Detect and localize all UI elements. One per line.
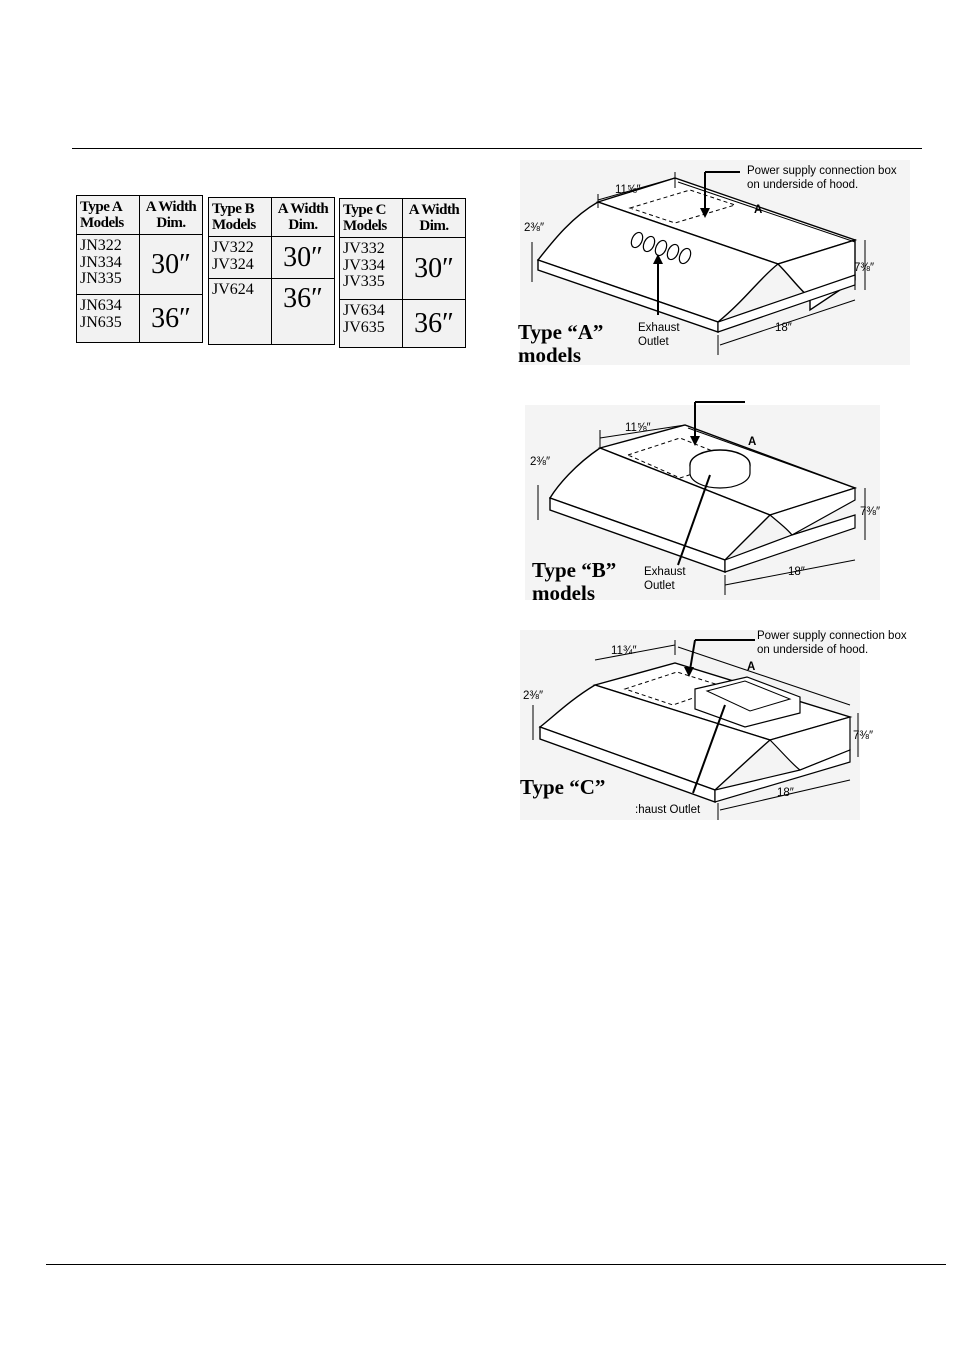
type-c-power-label-1: Power supply connection box: [757, 630, 907, 642]
type-b-dim-top: 11⅝″: [625, 422, 651, 434]
type-c-models-header: Type C Models: [340, 199, 403, 238]
type-b-width-header: A Width Dim.: [272, 198, 335, 237]
type-c-width-36: 36″: [403, 300, 466, 348]
type-c-dim-depth: 18″: [777, 787, 794, 799]
type-b-title-1: Type “B”: [532, 558, 617, 582]
type-b-models-36: [209, 279, 272, 345]
type-c-table: [339, 198, 466, 348]
type-a-exhaust-2: Outlet: [638, 336, 669, 348]
type-c-hood-diagram: [515, 625, 920, 825]
type-a-width-36: 36″: [140, 295, 203, 343]
type-b-exhaust-2: Outlet: [644, 580, 675, 592]
type-b-dim-left: 2⅜″: [530, 456, 551, 468]
type-a-dim-right: 7⅜″: [854, 262, 875, 274]
type-c-dim-left: 2⅜″: [523, 690, 544, 702]
type-a-exhaust-1: Exhaust: [638, 322, 680, 334]
type-b-models-header: Type B Models: [209, 198, 272, 237]
type-a-models-header: Type A Models: [77, 196, 140, 235]
type-b-width-36: 36″: [272, 279, 335, 345]
type-a-title-2: models: [518, 343, 581, 367]
type-c-models-36: [340, 300, 403, 348]
type-b-dim-right: 7⅜″: [860, 506, 881, 518]
type-c-width-30: 30″: [403, 238, 466, 300]
model-number: JV322: [212, 239, 254, 256]
type-a-width-header: A Width Dim.: [140, 196, 203, 235]
bottom-rule: [46, 1264, 946, 1265]
model-number: JV624: [212, 281, 254, 298]
type-b-hood-diagram: [520, 400, 882, 605]
model-number: JN322: [80, 237, 122, 254]
type-b-table: [208, 197, 335, 345]
type-b-exhaust-1: Exhaust: [644, 566, 686, 578]
model-number: JV334: [343, 256, 385, 274]
type-a-power-label-2: on underside of hood.: [747, 179, 859, 191]
type-b-title-2: models: [532, 581, 595, 605]
type-a-width-30: 30″: [140, 235, 203, 295]
model-number: JN335: [80, 270, 122, 287]
type-c-width-header: A Width Dim.: [403, 199, 466, 238]
type-c-dim-top: 11¾″: [611, 645, 637, 657]
type-c-power-label-2: on underside of hood.: [757, 644, 869, 656]
type-b-models-30: [209, 237, 272, 279]
type-a-table: [76, 195, 203, 343]
type-a-power-label-1: Power supply connection box: [747, 165, 897, 177]
type-b-dim-a: A: [748, 436, 757, 448]
type-c-dim-a: A: [747, 661, 756, 673]
type-a-dim-left: 2⅜″: [524, 222, 545, 234]
type-a-dim-depth: 18″: [775, 322, 792, 334]
model-number: JV324: [212, 255, 254, 273]
model-number: JN635: [80, 313, 122, 331]
model-number: JV335: [343, 273, 385, 290]
type-c-exhaust-1: :haust Outlet: [635, 804, 701, 816]
type-b-dim-depth: 18″: [788, 566, 805, 578]
type-b-width-30: 30″: [272, 237, 335, 279]
type-c-dim-right: 7⅜″: [853, 730, 874, 742]
type-a-dim-a: A: [754, 204, 763, 216]
model-number: JV634: [343, 302, 385, 319]
type-a-models-36: [77, 295, 140, 343]
type-a-title-1: Type “A”: [518, 320, 604, 344]
model-number: JN634: [80, 297, 122, 314]
type-a-dim-top: 11⅝″: [615, 184, 641, 196]
model-number: JV635: [343, 318, 385, 336]
type-c-models-30: [340, 238, 403, 300]
model-number: JN334: [80, 253, 122, 271]
type-c-title-1: Type “C”: [520, 775, 606, 799]
type-a-hood-diagram: [510, 160, 920, 375]
type-a-models-30: [77, 235, 140, 295]
model-number: JV332: [343, 240, 385, 257]
top-rule: [72, 148, 922, 149]
